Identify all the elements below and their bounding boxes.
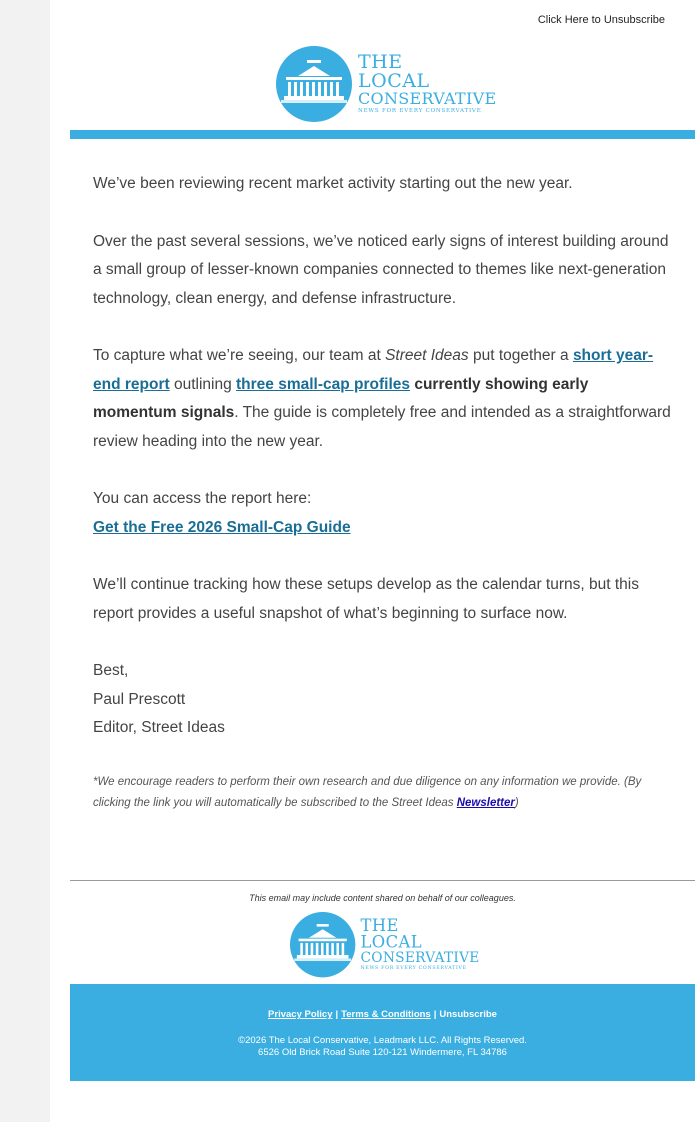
paragraph-closing: We’ll continue tracking how these setups develop as the calendar turns, but this report provides a useful snapshot of what’s beginning to surface now.	[93, 576, 639, 622]
footer-logo-tagline: NEWS FOR EVERY CONSERVATIVE	[360, 965, 467, 971]
signoff-name: Paul Prescott	[93, 690, 186, 708]
report-text-1: To capture what we’re seeing, our team at	[93, 347, 386, 364]
terms-conditions-link[interactable]: Terms & Conditions	[341, 1009, 431, 1020]
newsletter-link[interactable]: Newsletter	[456, 797, 515, 809]
email-content	[93, 170, 675, 743]
footer-brand-logo	[290, 912, 480, 977]
copyright-text: ©2026 The Local Conservative, Leadmark LLC. All Rights Reserved.	[238, 1035, 527, 1046]
short-year-end-report-link[interactable]: short year-end report	[93, 347, 654, 393]
footer-links	[70, 1009, 695, 1020]
report-text-4: . The guide is completely free and intended as a straightforward review heading into the new year.	[93, 404, 671, 450]
privacy-policy-link[interactable]: Privacy Policy	[268, 1009, 333, 1020]
street-ideas-brand: Street Ideas	[385, 347, 469, 364]
three-small-cap-profiles-link[interactable]: three small-cap profiles	[236, 375, 411, 393]
disclaimer-end: )	[514, 797, 519, 809]
footer-separator: |	[335, 1009, 339, 1020]
left-gutter	[0, 0, 50, 1122]
footer-divider	[70, 880, 695, 881]
paragraph-report	[93, 342, 675, 456]
signoff-title: Editor, Street Ideas	[93, 719, 225, 736]
logo-tagline: NEWS FOR EVERY CONSERVATIVE	[358, 108, 482, 115]
signoff-best: Best,	[93, 662, 129, 679]
disclaimer-text: *We encourage readers to perform their own research and due diligence on any information we provide. (By clicking the link you will automatically be subscribed to the Street Ideas	[93, 776, 642, 809]
paragraph-intro: We’ve been reviewing recent market activity starting out the new year.	[93, 175, 573, 192]
footer-logo-line-conservative: CONSERVATIVE	[360, 949, 480, 966]
header-divider-bar	[70, 130, 695, 139]
white-house-icon	[276, 46, 352, 122]
footer-band	[70, 984, 695, 1081]
unsubscribe-top-link[interactable]: Click Here to Unsubscribe	[537, 14, 665, 26]
shared-content-note: This email may include content shared on behalf of our colleagues.	[249, 893, 516, 903]
footer-copyright-block	[70, 1035, 695, 1059]
footer-separator: |	[433, 1009, 437, 1020]
disclaimer	[93, 772, 678, 814]
footer-logo-line-local: LOCAL	[360, 932, 423, 952]
momentum-signals-text: currently showing early momentum signals	[93, 375, 589, 421]
report-text-2: put together a	[468, 347, 573, 364]
get-free-guide-link[interactable]: Get the Free 2026 Small-Cap Guide	[93, 518, 351, 536]
access-text: You can access the report here:	[93, 490, 312, 507]
logo-line-conservative: CONSERVATIVE	[358, 89, 497, 109]
email-body	[50, 0, 700, 1122]
unsubscribe-footer-link[interactable]: Unsubscribe	[439, 1009, 497, 1020]
logo-line-local: LOCAL	[358, 70, 430, 93]
footer-logo-line-the: THE	[360, 916, 399, 936]
paragraph-observation: Over the past several sessions, we’ve noticed early signs of interest building around a small group of lesser-known companies connected to themes like next-generation technology, clean energy, and defense infrastructure.	[93, 232, 669, 307]
white-house-icon	[290, 912, 355, 977]
report-text-3: outlining	[169, 375, 237, 393]
address-text: 6526 Old Brick Road Suite 120-121 Windermere, FL 34786	[258, 1047, 507, 1058]
brand-logo	[276, 46, 496, 122]
paragraph-access	[93, 485, 675, 542]
logo-line-the: THE	[358, 51, 403, 74]
